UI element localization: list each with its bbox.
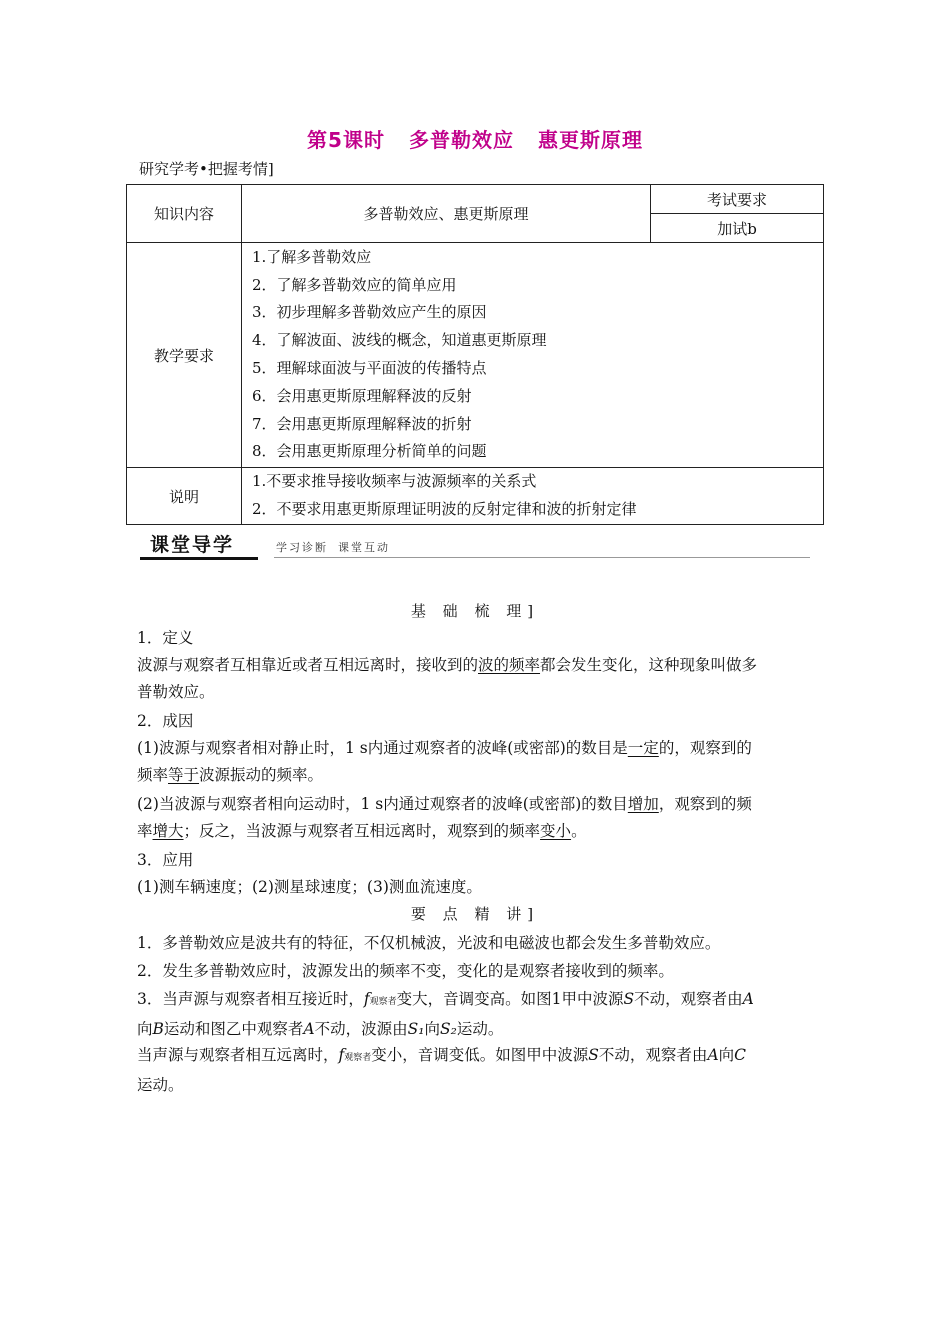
note-label-cell: 说明 — [127, 468, 242, 525]
header-exam-cell: 考试要求 — [651, 185, 824, 214]
section-banner — [140, 533, 810, 561]
exam-level-cell: 加试b — [651, 214, 824, 243]
topic-huygens: 惠更斯原理 — [537, 128, 643, 152]
page-title — [0, 124, 950, 153]
cause-paragraph-2: (2)当波源与观察者相向运动时，1 s内通过观察者的波峰(或密部)的数目增加，观察到的频 率增大；反之，当波源与观察者互相远离时，观察到的频率变小。 — [137, 795, 752, 840]
heading-application: 3．应用 — [137, 851, 194, 869]
topic-doppler: 多普勒效应 — [408, 128, 514, 152]
list-item: 1.了解多普勒效应 — [252, 247, 372, 266]
teach-items-cell — [242, 243, 824, 468]
list-item: 1.不要求推导接收频率与波源频率的关系式 — [252, 472, 537, 491]
keypoint-1: 1．多普勒效应是波共有的特征，不仅机械波，光波和电磁波也都会发生多普勒效应。 — [137, 934, 721, 952]
table-row — [127, 243, 824, 468]
basics-heading: 基 础 梳 理] — [410, 602, 540, 620]
list-item: 6．会用惠更斯原理解释波的反射 — [252, 386, 472, 405]
heading-definition: 1．定义 — [137, 629, 194, 647]
section-subtitle: 研究学考•把握考情] — [139, 160, 274, 178]
definition-paragraph: 波源与观察者互相靠近或者互相远离时，接收到的波的频率都会发生变化，这种现象叫做多 普勒效应。 — [137, 656, 758, 701]
heading-cause: 2．成因 — [137, 712, 194, 730]
list-item: 4．了解波面、波线的概念，知道惠更斯原理 — [252, 331, 547, 350]
application-paragraph: (1)测车辆速度；(2)测星球速度；(3)测血流速度。 — [137, 878, 482, 896]
header-topic-cell: 多普勒效应、惠更斯原理 — [242, 185, 651, 243]
note-items-cell — [242, 468, 824, 525]
list-item: 2．了解多普勒效应的简单应用 — [252, 275, 457, 294]
list-item: 3．初步理解多普勒效应产生的原因 — [252, 303, 487, 322]
banner-underline — [140, 557, 258, 560]
keypoints-heading: 要 点 精 讲] — [410, 905, 540, 923]
requirements-table — [126, 184, 824, 525]
banner-subtitle: 学习诊断 课堂互动 — [276, 541, 390, 554]
keypoint-3: 3．当声源与观察者相互接近时，f观察者变大，音调变高。如图1甲中波源S不动，观察者由A 向B运动和图乙中观察者A不动，波源由S₁向S₂运动。 — [137, 990, 754, 1038]
teach-label-cell: 教学要求 — [127, 243, 242, 468]
keypoint-4: 当声源与观察者相互远离时，f观察者变小，音调变低。如图甲中波源S不动，观察者由A向C 运动。 — [137, 1046, 747, 1094]
cause-paragraph-1: (1)波源与观察者相对静止时，1 s内通过观察者的波峰(或密部)的数目是一定的，观察到的 频率等于波源振动的频率。 — [137, 739, 752, 784]
table-row — [127, 468, 824, 525]
banner-label: 课堂导学 — [140, 533, 244, 557]
list-item: 2．不要求用惠更斯原理证明波的反射定律和波的折射定律 — [252, 500, 637, 518]
list-item: 7．会用惠更斯原理解释波的折射 — [252, 414, 472, 433]
keypoint-2: 2．发生多普勒效应时，波源发出的频率不变，变化的是观察者接收到的频率。 — [137, 962, 674, 980]
list-item: 5．理解球面波与平面波的传播特点 — [252, 359, 487, 377]
table-row — [127, 185, 824, 214]
list-item: 8．会用惠更斯原理分析简单的问题 — [252, 442, 487, 461]
lesson-number: 第5课时 — [307, 128, 385, 152]
header-content-cell: 知识内容 — [127, 185, 242, 243]
banner-rule — [274, 557, 810, 558]
